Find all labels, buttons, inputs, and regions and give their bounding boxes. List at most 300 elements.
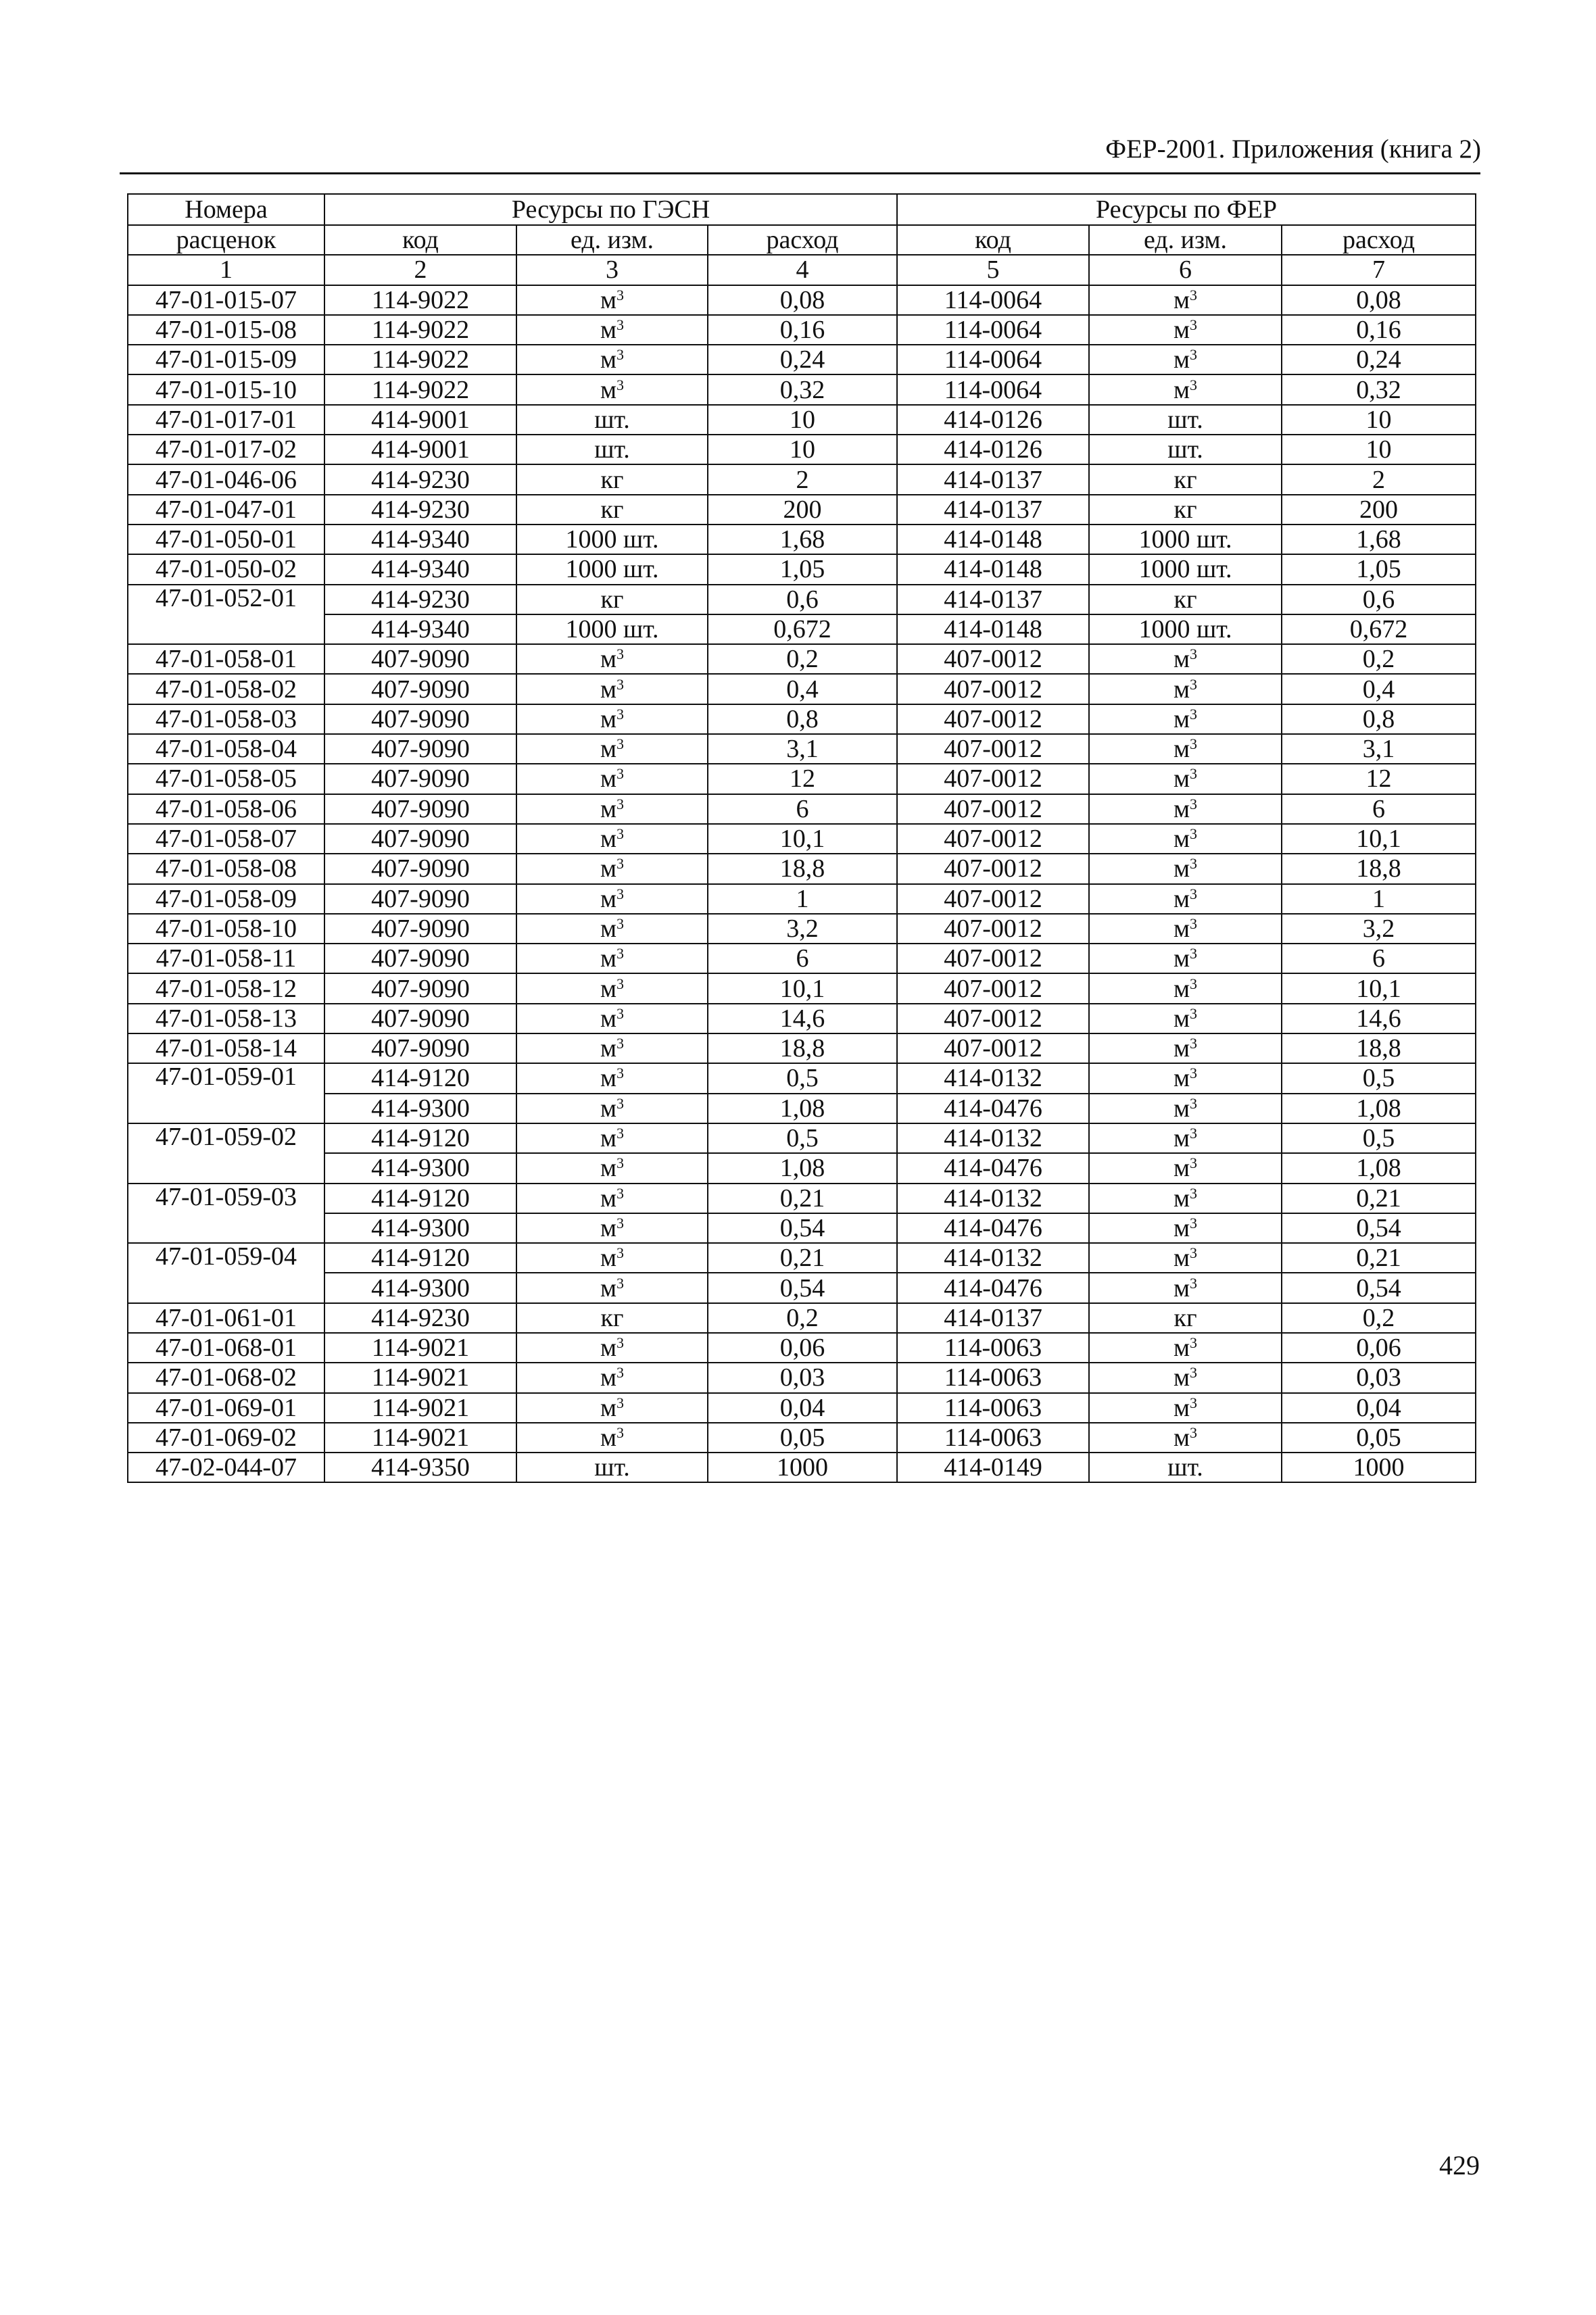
cell-rate-number: 47-01-050-02 [128, 554, 324, 584]
cell-rate-number: 47-01-058-11 [128, 944, 324, 973]
cell-gesn-amount: 6 [708, 794, 897, 824]
table-row [128, 285, 1476, 315]
cell-gesn-code: 414-9230 [324, 495, 516, 525]
col-header-rate-2: расценок [128, 225, 324, 255]
cell-gesn-code: 414-9340 [324, 525, 516, 554]
cell-rate-number: 47-01-015-09 [128, 345, 324, 374]
table-row [128, 614, 1476, 644]
cell-gesn-code: 407-9090 [324, 914, 516, 944]
cell-rate-number: 47-01-058-13 [128, 1004, 324, 1033]
cell-gesn-unit: шт. [516, 405, 708, 435]
cell-fer-amount: 0,03 [1282, 1363, 1476, 1392]
cell-fer-amount: 3,2 [1282, 914, 1476, 944]
cell-rate-number: 47-01-058-12 [128, 973, 324, 1003]
cell-fer-unit: $м^3$ [1089, 1363, 1282, 1392]
table-row [128, 944, 1476, 973]
cell-fer-unit: $м^3$ [1089, 315, 1282, 345]
table-row [128, 1004, 1476, 1033]
cell-fer-amount: 0,04 [1282, 1393, 1476, 1423]
cell-rate-number: 47-01-058-09 [128, 884, 324, 914]
header-row-groups [128, 194, 1476, 225]
cell-gesn-code: 414-9120 [324, 1063, 516, 1093]
cell-fer-unit: $м^3$ [1089, 944, 1282, 973]
cell-gesn-code: 114-9022 [324, 285, 516, 315]
cell-gesn-amount: 0,21 [708, 1243, 897, 1273]
cell-gesn-amount: 0,8 [708, 704, 897, 734]
cell-fer-amount: 0,32 [1282, 374, 1476, 404]
table-row [128, 1063, 1476, 1093]
table-row [128, 914, 1476, 944]
cell-gesn-amount: 0,05 [708, 1423, 897, 1453]
cell-fer-amount: 10,1 [1282, 973, 1476, 1003]
cell-fer-unit: $м^3$ [1089, 1393, 1282, 1423]
cell-gesn-amount: 14,6 [708, 1004, 897, 1033]
cell-gesn-unit: $м^3$ [516, 1423, 708, 1453]
cell-fer-unit: $м^3$ [1089, 1004, 1282, 1033]
cell-rate-number: 47-01-058-05 [128, 764, 324, 794]
cell-gesn-amount: 18,8 [708, 1033, 897, 1063]
cell-gesn-unit: кг [516, 495, 708, 525]
cell-fer-code: 407-0012 [897, 944, 1089, 973]
table-row [128, 1363, 1476, 1392]
cell-rate-number: 47-02-044-07 [128, 1453, 324, 1482]
cell-gesn-amount: 1,08 [708, 1094, 897, 1123]
table-row [128, 1303, 1476, 1333]
cell-gesn-amount: 0,672 [708, 614, 897, 644]
cell-gesn-amount: 0,2 [708, 1303, 897, 1333]
cell-gesn-amount: 2 [708, 464, 897, 494]
cell-rate-number: 47-01-058-10 [128, 914, 324, 944]
cell-fer-amount: 0,54 [1282, 1213, 1476, 1243]
cell-gesn-code: 114-9022 [324, 374, 516, 404]
cell-fer-unit: кг [1089, 1303, 1282, 1333]
cell-fer-amount: 0,2 [1282, 644, 1476, 674]
table-row [128, 495, 1476, 525]
cell-rate-number: 47-01-058-01 [128, 644, 324, 674]
cell-fer-code: 114-0063 [897, 1333, 1089, 1363]
resource-table [127, 193, 1476, 1483]
cell-gesn-amount: 1,68 [708, 525, 897, 554]
cell-fer-code: 407-0012 [897, 973, 1089, 1003]
cell-fer-code: 407-0012 [897, 1004, 1089, 1033]
cell-fer-amount: 0,672 [1282, 614, 1476, 644]
cell-rate-number: 47-01-059-04 [128, 1243, 324, 1303]
cell-fer-code: 414-0126 [897, 405, 1089, 435]
cell-gesn-unit: $м^3$ [516, 1333, 708, 1363]
table-row [128, 1423, 1476, 1453]
cell-gesn-code: 407-9090 [324, 973, 516, 1003]
cell-fer-code: 414-0137 [897, 585, 1089, 614]
cell-gesn-amount: 6 [708, 944, 897, 973]
cell-fer-unit: кг [1089, 464, 1282, 494]
cell-fer-amount: 1 [1282, 884, 1476, 914]
cell-fer-code: 114-0064 [897, 285, 1089, 315]
cell-fer-code: 414-0137 [897, 495, 1089, 525]
table-row [128, 824, 1476, 854]
cell-fer-code: 414-0476 [897, 1153, 1089, 1183]
cell-fer-amount: 0,2 [1282, 1303, 1476, 1333]
cell-gesn-unit: $м^3$ [516, 854, 708, 883]
cell-rate-number: 47-01-058-14 [128, 1033, 324, 1063]
cell-fer-unit: $м^3$ [1089, 374, 1282, 404]
cell-gesn-unit: $м^3$ [516, 374, 708, 404]
table-row [128, 1153, 1476, 1183]
cell-gesn-unit: $м^3$ [516, 1243, 708, 1273]
cell-gesn-code: 407-9090 [324, 704, 516, 734]
cell-fer-code: 414-0476 [897, 1094, 1089, 1123]
cell-fer-amount: 1,08 [1282, 1094, 1476, 1123]
cell-gesn-amount: 1000 [708, 1453, 897, 1482]
cell-gesn-unit: $м^3$ [516, 1393, 708, 1423]
cell-rate-number: 47-01-052-01 [128, 585, 324, 645]
cell-fer-unit: $м^3$ [1089, 1213, 1282, 1243]
cell-gesn-code: 414-9120 [324, 1123, 516, 1153]
cell-gesn-code: 414-9001 [324, 405, 516, 435]
table-row [128, 405, 1476, 435]
cell-gesn-amount: 0,24 [708, 345, 897, 374]
cell-fer-code: 414-0148 [897, 525, 1089, 554]
cell-gesn-amount: 0,5 [708, 1123, 897, 1153]
table-row [128, 884, 1476, 914]
col-number-5: 5 [897, 255, 1089, 285]
cell-fer-code: 414-0476 [897, 1273, 1089, 1302]
cell-fer-unit: $м^3$ [1089, 794, 1282, 824]
table-body [128, 285, 1476, 1483]
cell-fer-amount: 6 [1282, 794, 1476, 824]
cell-fer-unit: $м^3$ [1089, 1333, 1282, 1363]
cell-fer-code: 407-0012 [897, 884, 1089, 914]
cell-fer-unit: $м^3$ [1089, 1033, 1282, 1063]
table-row [128, 764, 1476, 794]
cell-gesn-code: 414-9230 [324, 464, 516, 494]
cell-fer-code: 414-0148 [897, 614, 1089, 644]
cell-gesn-code: 414-9001 [324, 435, 516, 464]
cell-gesn-unit: $м^3$ [516, 345, 708, 374]
cell-fer-unit: $м^3$ [1089, 764, 1282, 794]
cell-fer-amount: 0,8 [1282, 704, 1476, 734]
cell-fer-unit: $м^3$ [1089, 1063, 1282, 1093]
cell-gesn-code: 407-9090 [324, 884, 516, 914]
cell-fer-amount: 0,4 [1282, 674, 1476, 704]
cell-gesn-amount: 0,5 [708, 1063, 897, 1093]
cell-gesn-code: 407-9090 [324, 824, 516, 854]
cell-fer-unit: $м^3$ [1089, 345, 1282, 374]
cell-fer-amount: 1000 [1282, 1453, 1476, 1482]
cell-gesn-code: 407-9090 [324, 644, 516, 674]
table-row [128, 464, 1476, 494]
cell-rate-number: 47-01-058-08 [128, 854, 324, 883]
cell-fer-amount: 0,06 [1282, 1333, 1476, 1363]
cell-gesn-amount: 0,2 [708, 644, 897, 674]
cell-fer-unit: 1000 шт. [1089, 614, 1282, 644]
cell-fer-code: 414-0126 [897, 435, 1089, 464]
cell-fer-unit: $м^3$ [1089, 1184, 1282, 1213]
cell-fer-amount: 10,1 [1282, 824, 1476, 854]
col-number-6: 6 [1089, 255, 1282, 285]
cell-fer-amount: 0,24 [1282, 345, 1476, 374]
cell-gesn-code: 407-9090 [324, 674, 516, 704]
cell-gesn-amount: 1,05 [708, 554, 897, 584]
table-row [128, 315, 1476, 345]
cell-gesn-amount: 0,32 [708, 374, 897, 404]
cell-rate-number: 47-01-017-02 [128, 435, 324, 464]
cell-gesn-code: 414-9350 [324, 1453, 516, 1482]
cell-fer-unit: $м^3$ [1089, 704, 1282, 734]
cell-fer-unit: кг [1089, 585, 1282, 614]
cell-rate-number: 47-01-068-02 [128, 1363, 324, 1392]
cell-fer-unit: $м^3$ [1089, 1094, 1282, 1123]
cell-fer-amount: 10 [1282, 435, 1476, 464]
cell-gesn-unit: $м^3$ [516, 1184, 708, 1213]
cell-fer-code: 414-0132 [897, 1063, 1089, 1093]
cell-fer-code: 407-0012 [897, 854, 1089, 883]
cell-gesn-code: 114-9022 [324, 345, 516, 374]
cell-gesn-amount: 10,1 [708, 824, 897, 854]
cell-rate-number: 47-01-059-03 [128, 1184, 324, 1244]
cell-gesn-unit: $м^3$ [516, 884, 708, 914]
table-row [128, 674, 1476, 704]
cell-gesn-amount: 18,8 [708, 854, 897, 883]
cell-gesn-unit: $м^3$ [516, 914, 708, 944]
cell-fer-code: 414-0476 [897, 1213, 1089, 1243]
col-number-4: 4 [708, 255, 897, 285]
cell-fer-unit: $м^3$ [1089, 914, 1282, 944]
table-row [128, 794, 1476, 824]
cell-gesn-amount: 1,08 [708, 1153, 897, 1183]
cell-fer-unit: 1000 шт. [1089, 554, 1282, 584]
col-header-gesn-code: код [324, 225, 516, 255]
cell-gesn-amount: 12 [708, 764, 897, 794]
table-row [128, 704, 1476, 734]
cell-gesn-amount: 3,2 [708, 914, 897, 944]
col-header-gesn-unit: ед. изм. [516, 225, 708, 255]
cell-rate-number: 47-01-058-02 [128, 674, 324, 704]
cell-gesn-code: 414-9300 [324, 1213, 516, 1243]
cell-fer-unit: шт. [1089, 1453, 1282, 1482]
cell-gesn-amount: 0,54 [708, 1213, 897, 1243]
cell-gesn-amount: 200 [708, 495, 897, 525]
cell-gesn-code: 407-9090 [324, 794, 516, 824]
cell-fer-code: 114-0063 [897, 1393, 1089, 1423]
cell-rate-number: 47-01-015-10 [128, 374, 324, 404]
cell-fer-amount: 0,16 [1282, 315, 1476, 345]
cell-gesn-amount: 1 [708, 884, 897, 914]
cell-fer-unit: $м^3$ [1089, 674, 1282, 704]
cell-gesn-code: 414-9300 [324, 1153, 516, 1183]
col-header-fer-code: код [897, 225, 1089, 255]
cell-gesn-unit: $м^3$ [516, 1004, 708, 1033]
resource-table-container [127, 193, 1475, 1483]
cell-gesn-code: 414-9300 [324, 1273, 516, 1302]
cell-rate-number: 47-01-017-01 [128, 405, 324, 435]
table-row [128, 1273, 1476, 1302]
cell-rate-number: 47-01-059-01 [128, 1063, 324, 1123]
header-row-sub [128, 225, 1476, 255]
cell-fer-unit: $м^3$ [1089, 1423, 1282, 1453]
cell-fer-code: 414-0132 [897, 1243, 1089, 1273]
cell-gesn-unit: $м^3$ [516, 674, 708, 704]
cell-fer-unit: $м^3$ [1089, 1243, 1282, 1273]
cell-fer-unit: $м^3$ [1089, 973, 1282, 1003]
cell-gesn-code: 414-9230 [324, 1303, 516, 1333]
cell-gesn-code: 414-9340 [324, 554, 516, 584]
cell-fer-amount: 0,08 [1282, 285, 1476, 315]
cell-fer-unit: $м^3$ [1089, 1123, 1282, 1153]
cell-rate-number: 47-01-069-02 [128, 1423, 324, 1453]
cell-fer-unit: $м^3$ [1089, 644, 1282, 674]
cell-gesn-amount: 0,03 [708, 1363, 897, 1392]
cell-gesn-amount: 0,4 [708, 674, 897, 704]
cell-fer-code: 414-0148 [897, 554, 1089, 584]
table-row [128, 554, 1476, 584]
table-row [128, 973, 1476, 1003]
group-header-gesn: Ресурсы по ГЭСН [324, 194, 897, 225]
cell-gesn-code: 407-9090 [324, 764, 516, 794]
cell-gesn-unit: шт. [516, 435, 708, 464]
cell-gesn-amount: 0,21 [708, 1184, 897, 1213]
cell-gesn-code: 114-9021 [324, 1393, 516, 1423]
cell-rate-number: 47-01-047-01 [128, 495, 324, 525]
cell-fer-unit: 1000 шт. [1089, 525, 1282, 554]
col-header-fer-unit: ед. изм. [1089, 225, 1282, 255]
cell-fer-code: 407-0012 [897, 764, 1089, 794]
cell-fer-unit: $м^3$ [1089, 1153, 1282, 1183]
cell-gesn-unit: $м^3$ [516, 315, 708, 345]
cell-gesn-unit: 1000 шт. [516, 525, 708, 554]
table-row [128, 374, 1476, 404]
cell-gesn-code: 407-9090 [324, 734, 516, 764]
cell-gesn-code: 114-9021 [324, 1423, 516, 1453]
cell-fer-amount: 0,21 [1282, 1243, 1476, 1273]
cell-rate-number: 47-01-050-01 [128, 525, 324, 554]
cell-fer-unit: $м^3$ [1089, 824, 1282, 854]
cell-fer-amount: 0,5 [1282, 1063, 1476, 1093]
cell-gesn-unit: 1000 шт. [516, 554, 708, 584]
cell-gesn-unit: $м^3$ [516, 794, 708, 824]
cell-fer-amount: 0,6 [1282, 585, 1476, 614]
cell-gesn-amount: 10,1 [708, 973, 897, 1003]
cell-gesn-unit: $м^3$ [516, 764, 708, 794]
cell-gesn-code: 414-9120 [324, 1184, 516, 1213]
cell-fer-amount: 10 [1282, 405, 1476, 435]
cell-fer-unit: шт. [1089, 435, 1282, 464]
cell-fer-amount: 18,8 [1282, 854, 1476, 883]
cell-gesn-unit: $м^3$ [516, 824, 708, 854]
cell-fer-amount: 18,8 [1282, 1033, 1476, 1063]
cell-fer-amount: 0,54 [1282, 1273, 1476, 1302]
table-row [128, 644, 1476, 674]
cell-fer-code: 114-0064 [897, 345, 1089, 374]
cell-fer-code: 414-0149 [897, 1453, 1089, 1482]
cell-gesn-unit: $м^3$ [516, 644, 708, 674]
cell-fer-code: 407-0012 [897, 824, 1089, 854]
cell-fer-code: 414-0137 [897, 1303, 1089, 1333]
cell-gesn-unit: $м^3$ [516, 1094, 708, 1123]
cell-gesn-amount: 10 [708, 405, 897, 435]
col-header-rate: Номера [128, 194, 324, 225]
cell-fer-code: 414-0132 [897, 1123, 1089, 1153]
table-row [128, 1453, 1476, 1482]
cell-gesn-unit: $м^3$ [516, 1063, 708, 1093]
cell-gesn-code: 407-9090 [324, 854, 516, 883]
cell-fer-amount: 1,05 [1282, 554, 1476, 584]
table-row [128, 585, 1476, 614]
cell-gesn-amount: 10 [708, 435, 897, 464]
cell-rate-number: 47-01-069-01 [128, 1393, 324, 1423]
table-row [128, 1333, 1476, 1363]
cell-fer-code: 407-0012 [897, 734, 1089, 764]
cell-fer-amount: 14,6 [1282, 1004, 1476, 1033]
cell-gesn-code: 114-9021 [324, 1363, 516, 1392]
cell-gesn-amount: 3,1 [708, 734, 897, 764]
cell-gesn-amount: 0,16 [708, 315, 897, 345]
cell-gesn-amount: 0,6 [708, 585, 897, 614]
cell-fer-code: 114-0064 [897, 315, 1089, 345]
cell-gesn-code: 414-9230 [324, 585, 516, 614]
cell-gesn-code: 407-9090 [324, 1004, 516, 1033]
cell-fer-code: 407-0012 [897, 1033, 1089, 1063]
cell-gesn-unit: кг [516, 464, 708, 494]
cell-fer-unit: шт. [1089, 405, 1282, 435]
table-row [128, 345, 1476, 374]
cell-gesn-code: 414-9120 [324, 1243, 516, 1273]
cell-rate-number: 47-01-046-06 [128, 464, 324, 494]
cell-fer-amount: 0,05 [1282, 1423, 1476, 1453]
cell-gesn-amount: 0,54 [708, 1273, 897, 1302]
table-row [128, 435, 1476, 464]
cell-gesn-code: 414-9300 [324, 1094, 516, 1123]
cell-fer-unit: $м^3$ [1089, 884, 1282, 914]
cell-fer-code: 407-0012 [897, 674, 1089, 704]
cell-gesn-code: 407-9090 [324, 944, 516, 973]
cell-fer-amount: 6 [1282, 944, 1476, 973]
cell-fer-amount: 1,08 [1282, 1153, 1476, 1183]
table-row [128, 1094, 1476, 1123]
table-row [128, 1033, 1476, 1063]
table-row [128, 1123, 1476, 1153]
header-row-numbers [128, 255, 1476, 285]
cell-gesn-code: 114-9021 [324, 1333, 516, 1363]
table-row [128, 1184, 1476, 1213]
cell-gesn-unit: $м^3$ [516, 1123, 708, 1153]
col-number-3: 3 [516, 255, 708, 285]
cell-gesn-unit: $м^3$ [516, 944, 708, 973]
table-row [128, 1393, 1476, 1423]
cell-fer-code: 407-0012 [897, 914, 1089, 944]
table-row [128, 525, 1476, 554]
cell-fer-amount: 3,1 [1282, 734, 1476, 764]
cell-fer-code: 407-0012 [897, 794, 1089, 824]
cell-fer-unit: $м^3$ [1089, 854, 1282, 883]
cell-fer-code: 414-0132 [897, 1184, 1089, 1213]
cell-gesn-unit: $м^3$ [516, 973, 708, 1003]
cell-fer-unit: кг [1089, 495, 1282, 525]
cell-rate-number: 47-01-058-06 [128, 794, 324, 824]
cell-rate-number: 47-01-058-07 [128, 824, 324, 854]
cell-fer-code: 114-0063 [897, 1363, 1089, 1392]
cell-fer-amount: 12 [1282, 764, 1476, 794]
cell-fer-amount: 0,5 [1282, 1123, 1476, 1153]
running-header: ФЕР-2001. Приложения (книга 2) [1105, 135, 1481, 164]
cell-gesn-unit: $м^3$ [516, 1273, 708, 1302]
cell-gesn-unit: кг [516, 585, 708, 614]
cell-rate-number: 47-01-059-02 [128, 1123, 324, 1184]
cell-fer-code: 414-0137 [897, 464, 1089, 494]
cell-rate-number: 47-01-058-04 [128, 734, 324, 764]
cell-rate-number: 47-01-058-03 [128, 704, 324, 734]
table-row [128, 734, 1476, 764]
table-row [128, 1243, 1476, 1273]
